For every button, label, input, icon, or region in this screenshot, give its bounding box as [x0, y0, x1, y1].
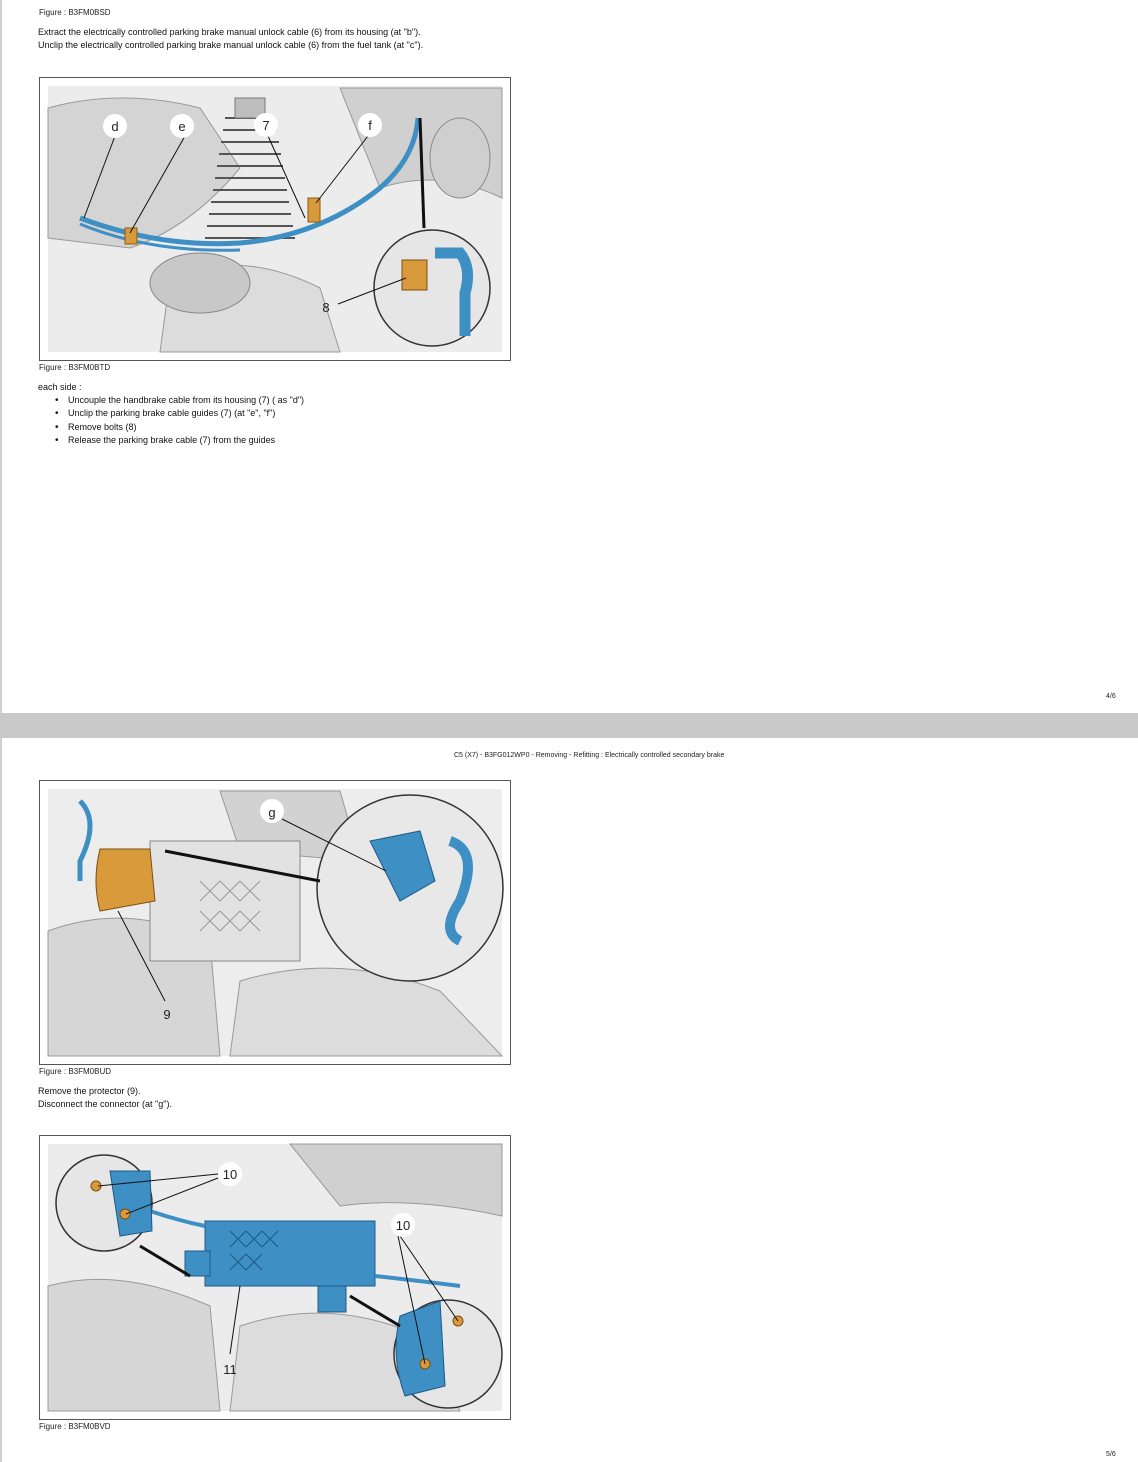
intro-line-2: Unclip the electrically controlled parking brake manual unlock cable (6) from the fuel tank (at "c"). — [38, 40, 424, 50]
figure-caption-bvd: Figure : B3FM0BVD — [39, 1422, 111, 1431]
document-page-4 — [0, 0, 1138, 713]
instruction-line-1: Remove the protector (9). — [38, 1086, 141, 1096]
figure-caption-bud: Figure : B3FM0BUD — [39, 1067, 112, 1076]
label-8: 8 — [322, 300, 330, 315]
label-e: e — [178, 119, 186, 134]
step-item: • Unclip the parking brake cable guides (7) (at "e", "f") — [38, 407, 304, 420]
step-item: • Remove bolts (8) — [38, 421, 304, 434]
protector-connector-illustration — [40, 781, 510, 1064]
step-item: • Uncouple the handbrake cable from its housing (7) ( as "d") — [38, 394, 304, 407]
instruction-line-2: Disconnect the connector (at "g"). — [38, 1099, 172, 1109]
page-header: C5 (X7) - B3FG012WP0 - Removing - Refitting : Electrically controlled secondary brake — [454, 752, 725, 759]
label-f: f — [368, 118, 372, 133]
label-10-right: 10 — [395, 1218, 411, 1233]
brake-unit-illustration — [40, 1136, 510, 1419]
label-d: d — [111, 119, 119, 134]
figure-protector-connector — [39, 780, 511, 1065]
document-page-5 — [0, 738, 1138, 1462]
page-number: 4/6 — [1106, 693, 1116, 700]
label-g: g — [268, 805, 276, 820]
page-number: 5/6 — [1106, 1451, 1116, 1458]
figure-caption-btd: Figure : B3FM0BTD — [39, 363, 111, 372]
step-item: • Release the parking brake cable (7) from the guides — [38, 434, 304, 447]
intro-line-1: Extract the electrically controlled parking brake manual unlock cable (6) from its housing (at "b"). — [38, 27, 421, 37]
each-side-label: each side : — [38, 382, 82, 392]
figure-brake-unit-bolts — [39, 1135, 511, 1420]
top-figure-caption: Figure : B3FM0BSD — [39, 8, 111, 17]
label-11: 11 — [223, 1362, 237, 1377]
figure-handbrake-cable — [39, 77, 511, 361]
label-10-left: 10 — [222, 1167, 238, 1182]
label-9: 9 — [163, 1007, 171, 1022]
handbrake-cable-illustration — [40, 78, 510, 360]
steps-list — [38, 394, 304, 447]
label-7: 7 — [262, 118, 270, 133]
